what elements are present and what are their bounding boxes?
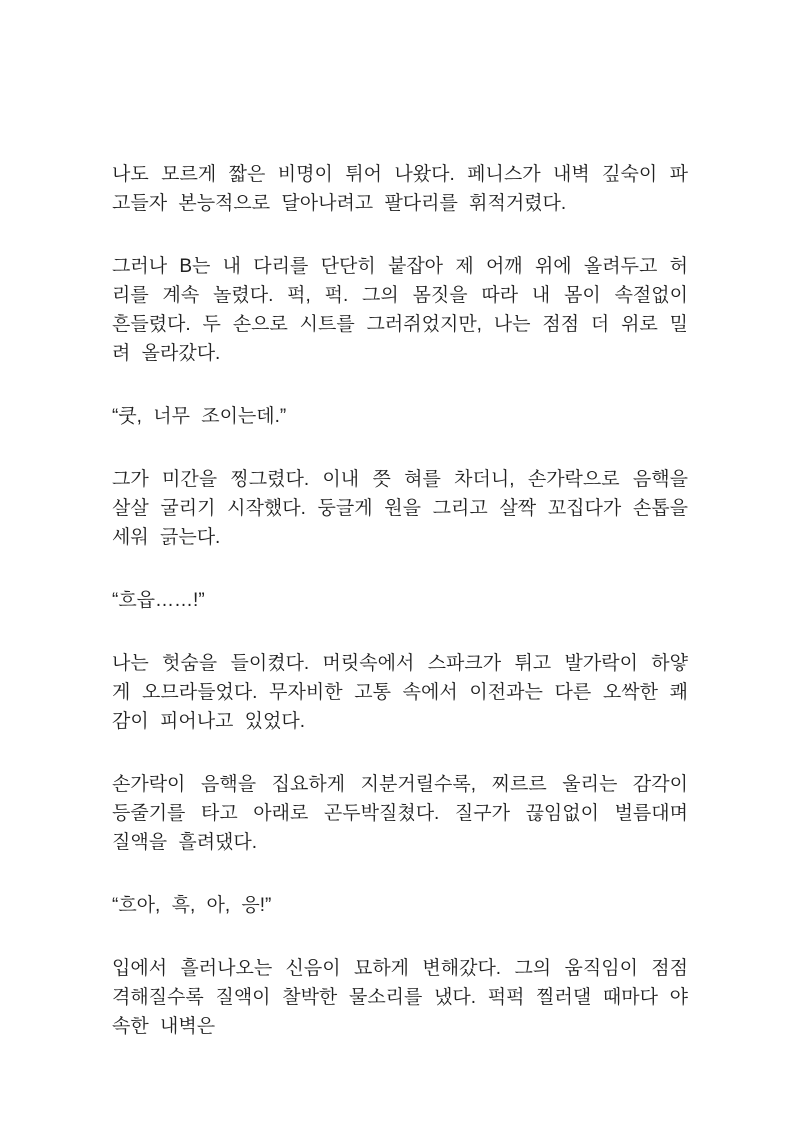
text-column bbox=[112, 160, 688, 1041]
paragraph-4: 나는 헛숨을 들이켰다. 머릿속에서 스파크가 튀고 발가락이 하얗게 오므라들었다. 무자비한 고통 속에서 이전과는 다른 오싹한 쾌감이 피어나고 있었다. bbox=[112, 653, 688, 732]
paragraph-2: 그러나 B는 내 다리를 단단히 붙잡아 제 어깨 위에 올려두고 허리를 계속 놀렸다. 퍽, 퍽. 그의 몸짓을 따라 내 몸이 속절없이 흔들렸다. 두 손으로 시트를 그러쥐었지만, 나는 점점 더 위로 밀려 올라갔다. bbox=[112, 256, 688, 364]
dialogue-line-2: “흐읍……!” bbox=[112, 590, 205, 611]
dialogue-line-1: “쿳, 너무 조이는데.” bbox=[112, 406, 287, 427]
paragraph-3: 그가 미간을 찡그렸다. 이내 쯧 혀를 차더니, 손가락으로 음핵을 살살 굴리기 시작했다. 둥글게 원을 그리고 살짝 꼬집다가 손톱을 세워 긁는다. bbox=[112, 469, 688, 548]
paragraph-5: 손가락이 음핵을 집요하게 지분거릴수록, 찌르르 울리는 감각이 등줄기를 타고 아래로 곤두박질쳤다. 질구가 끊임없이 벌름대며 질액을 흘려댔다. bbox=[112, 774, 688, 853]
paragraph-1: 나도 모르게 짧은 비명이 튀어 나왔다. 페니스가 내벽 깊숙이 파고들자 본능적으로 달아나려고 팔다리를 휘적거렸다. bbox=[112, 164, 688, 214]
dialogue-line-3: “흐아, 흑, 아, 응!” bbox=[112, 895, 272, 916]
paragraph-6: 입에서 흘러나오는 신음이 묘하게 변해갔다. 그의 움직임이 점점 격해질수록 질액이 찰박한 물소리를 냈다. 퍽퍽 찔러댈 때마다 야속한 내벽은 bbox=[112, 958, 688, 1037]
